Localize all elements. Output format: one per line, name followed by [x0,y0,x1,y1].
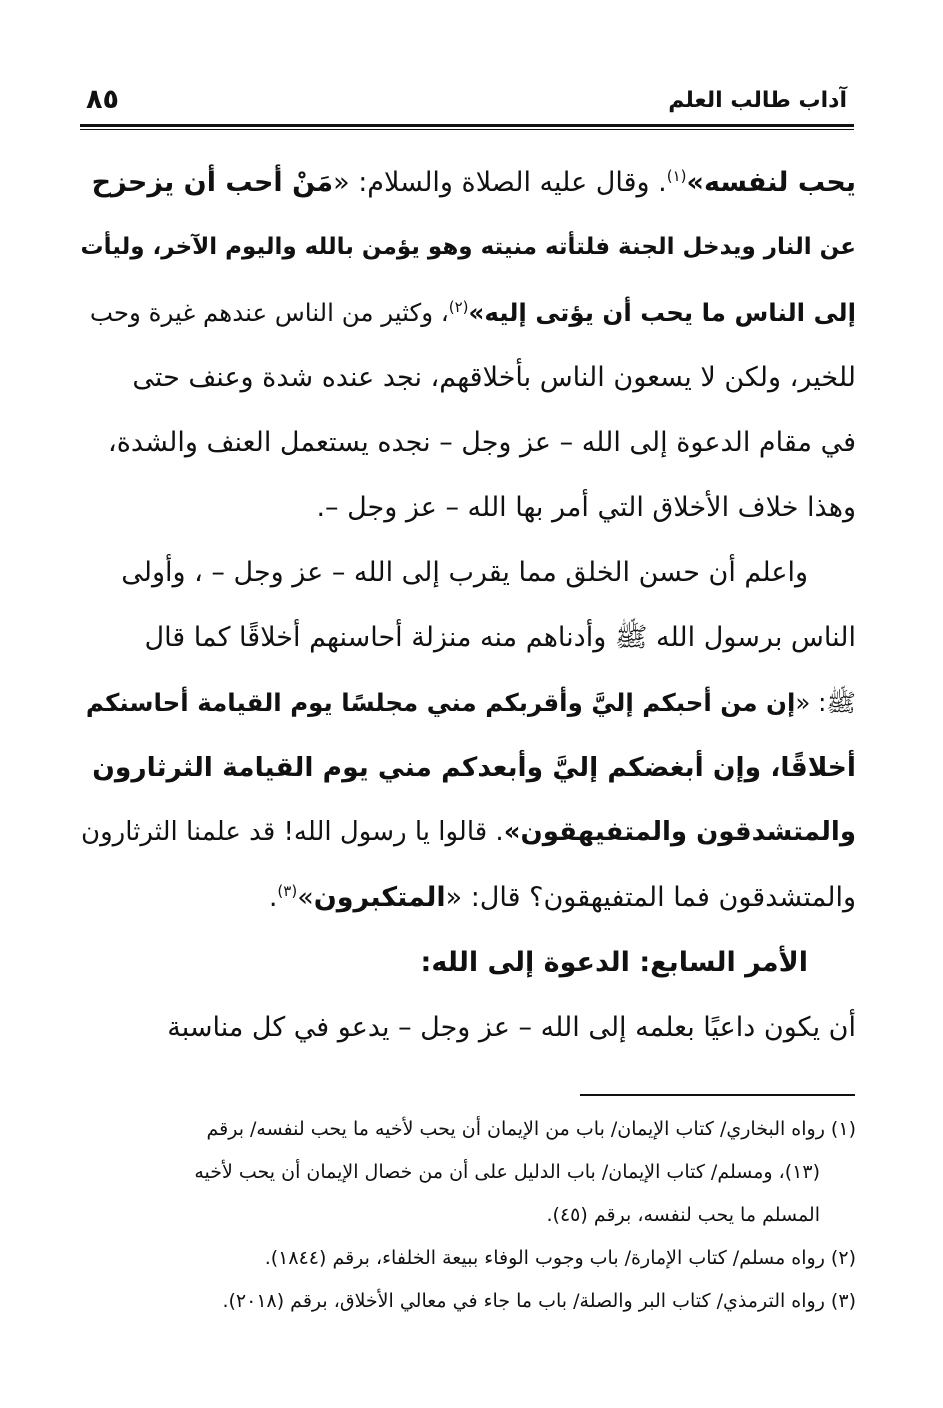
text-line [80,410,856,475]
running-header-title: آداب طالب العلم [668,88,847,113]
text-run: والمتشدقون فما المتفيهقون؟ قال: « [445,882,856,913]
footnote-line: المسلم ما يحب لنفسه، برقم (٤٥). [546,1204,820,1226]
text-run: للخير، ولكن لا يسعون الناس بأخلاقهم، نجد عنده شدة وعنف حتى [132,362,856,393]
text-run: إلى الناس ما يحب أن يؤتى إليه» [468,298,856,327]
text-run: مَنْ أحب أن يزحزح [91,167,334,198]
text-line [80,800,856,865]
text-run: الناس برسول الله ﷺ وأدناهم منه منزلة أحاسنهم أخلاقًا كما قال [144,622,856,653]
text-run: وهذا خلاف الأخلاق التي أمر بها الله – عز وجل –. [316,492,856,523]
text-run: . [268,882,278,913]
footnotes [80,1108,856,1323]
text-run: واعلم أن حسن الخلق مما يقرب إلى الله – عز وجل – ، وأولى [121,557,808,588]
text-line [80,475,856,540]
text-line [80,995,856,1060]
footnote-line: (٣) رواه الترمذي/ كتاب البر والصلة/ باب ما جاء في معالي الأخلاق، برقم (٢٠١٨). [222,1290,856,1312]
text-run: ﷺ: « [795,688,856,717]
text-line [80,865,856,930]
text-line [80,280,856,345]
text-run: في مقام الدعوة إلى الله – عز وجل – نجده يستعمل العنف والشدة، [108,427,856,458]
text-line [80,150,856,215]
text-run: يحب لنفسه» [686,167,856,198]
text-line [80,540,856,605]
footnote-ref[interactable]: (٢) [448,297,469,316]
text-run: أخلاقًا، وإن أبغضكم إليَّ وأبعدكم مني يوم القيامة الثرثارون [92,752,856,783]
text-run: . وقال عليه الصلاة والسلام: « [333,167,667,198]
text-line [80,215,856,280]
text-run: » [297,882,314,913]
footnote-line: (١٣)، ومسلم/ كتاب الإيمان/ باب الدليل على أن من خصال الإيمان أن يحب لأخيه [194,1161,820,1183]
text-line [80,930,856,995]
main-text [80,150,856,1060]
text-line [80,605,856,670]
text-run: . قالوا يا رسول الله! قد علمنا الثرثارون [81,817,504,847]
footnote-line: (١) رواه البخاري/ كتاب الإيمان/ باب من الإيمان أن يحب لأخيه ما يحب لنفسه/ برقم [206,1118,856,1140]
text-run: عن النار ويدخل الجنة فلتأته منيته وهو يؤمن بالله واليوم الآخر، وليأت [80,234,856,260]
text-run: والمتشدقون والمتفيهقون» [503,817,856,847]
footnote-ref[interactable]: (١) [666,167,687,185]
text-run: أن يكون داعيًا بعلمه إلى الله – عز وجل – يدعو في كل مناسبة [167,1012,856,1043]
text-line [80,670,856,735]
footnote-ref[interactable]: (٣) [277,882,298,900]
page-number: ٨٥ [86,84,119,115]
text-run: المتكبرون [313,882,446,913]
footnote-separator [580,1094,855,1096]
text-line [80,735,856,800]
text-run: إن من أحبكم إليَّ وأقربكم مني مجلسًا يوم القيامة أحاسنكم [85,688,796,717]
text-line [80,345,856,410]
header-rule [80,124,854,130]
footnote-line: (٢) رواه مسلم/ كتاب الإمارة/ باب وجوب الوفاء ببيعة الخلفاء، برقم (١٨٤٤). [264,1247,856,1269]
text-run: ، وكثير من الناس عندهم غيرة وحب [89,298,449,327]
text-run: الأمر السابع: الدعوة إلى الله: [420,947,808,978]
